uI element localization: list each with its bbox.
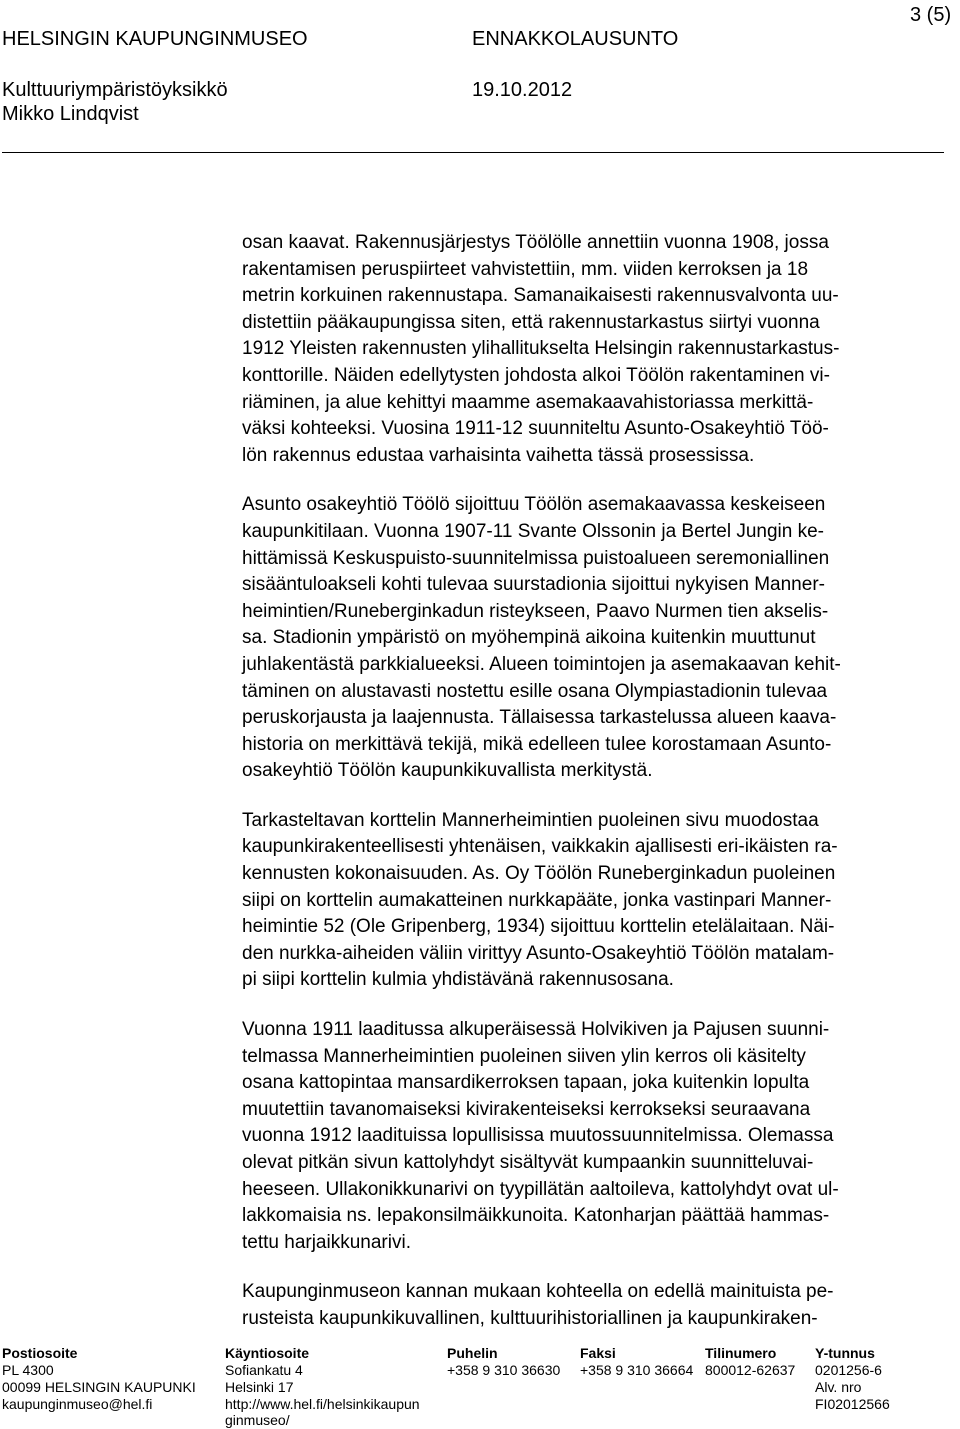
paragraph-2 xyxy=(242,492,942,785)
paragraph-3 xyxy=(242,808,942,994)
footer-ytunnus-label: Y-tunnus xyxy=(815,1345,875,1361)
text-line: metrin korkuinen rakennustapa. Samanaikaisesti rakennusvalvonta uu- xyxy=(242,285,839,307)
header-divider xyxy=(2,152,944,153)
text-line: väksi kohteeksi. Vuosina 1911-12 suunniteltu Asunto-Osakeyhtiö Töö- xyxy=(242,418,829,440)
text-line: distettiin pääkaupungissa siten, että rakennustarkastus siirtyi vuonna xyxy=(242,311,820,333)
text-line: siipi on korttelin aumakatteinen nurkkapääte, jonka vastinpari Manner- xyxy=(242,889,832,911)
text-line: sa. Stadionin ympäristö on myöhempinä aikoina kuitenkin muuttunut xyxy=(242,627,816,649)
text-line: heimintie 52 (Ole Gripenberg, 1934) sijoittuu korttelin etelälaitaan. Näi- xyxy=(242,916,835,938)
document-date: 19.10.2012 xyxy=(472,79,573,101)
footer-postiosoite-line: 00099 HELSINGIN KAUPUNKI xyxy=(2,1379,196,1395)
text-line: hittämissä Keskuspuisto-suunnitelmissa puistoalueen seremoniallinen xyxy=(242,547,830,569)
footer-postiosoite-line: PL 4300 xyxy=(2,1362,54,1378)
text-line: rakentamisen peruspiirteet vahvistettiin, mm. viiden kerroksen ja 18 xyxy=(242,258,809,280)
footer-faksi-label: Faksi xyxy=(580,1345,616,1361)
text-line: 1912 Yleisten rakennusten ylihallitukselta Helsingin rakennustarkastus- xyxy=(242,338,840,360)
text-line: sisääntuloakseli kohti tulevaa suurstadionia sijoittui nykyisen Manner- xyxy=(242,574,825,596)
footer-alv-label: Alv. nro xyxy=(815,1379,862,1395)
text-line: osana kattopintaa mansardikerroksen tapaan, joka kuitenkin lopulta xyxy=(242,1072,810,1094)
text-line: vuonna 1912 laadituissa lopullisissa muutossuunnitelmissa. Olemassa xyxy=(242,1125,834,1147)
text-line: täminen on alustavasti nostettu esille osana Olympiastadionin tulevaa xyxy=(242,680,828,702)
author-name: Mikko Lindqvist xyxy=(2,103,139,125)
text-line: olevat pitkän sivun kattolyhdyt sisältyvät kumpaankin suunnitteluvai- xyxy=(242,1152,814,1173)
text-line: pi siipi korttelin kulmia yhdistävänä rakennusosana. xyxy=(242,969,674,991)
footer-faksi-value: +358 9 310 36664 xyxy=(580,1362,694,1378)
footer-tilinumero-value: 800012-62637 xyxy=(705,1362,796,1378)
text-line: kennusten kokonaisuuden. As. Oy Töölön Runeberginkadun puoleinen xyxy=(242,863,836,885)
text-line: lakkomaisia ns. lepakonsilmäikkunoita. Katonharjan päättää hammas- xyxy=(242,1205,830,1227)
footer-kayntiosoite-line: Helsinki 17 xyxy=(225,1379,294,1395)
footer-kayntiosoite-label: Käyntiosoite xyxy=(225,1345,310,1361)
footer-alv-value: FI02012566 xyxy=(815,1396,890,1412)
text-line: heimintien/Runeberginkadun risteykseen, Paavo Nurmen tien akselis- xyxy=(242,600,829,622)
document-type: ENNAKKOLAUSUNTO xyxy=(472,28,679,50)
text-line: juhlakentästä parkkialueeksi. Alueen toimintojen ja asemakaavan kehit- xyxy=(242,653,841,675)
text-line: Kaupunginmuseon kannan mukaan kohteella on edellä mainituista pe- xyxy=(242,1281,834,1303)
organization-name: HELSINGIN KAUPUNGINMUSEO xyxy=(2,28,308,50)
footer-website-link-cont[interactable]: ginmuseo/ xyxy=(225,1412,290,1428)
unit-name: Kulttuuriympäristöyksikkö xyxy=(2,79,228,101)
text-line: heeseen. Ullakonikkunarivi on tyypillätän aaltoileva, kattolyhdyt ovat ul- xyxy=(242,1178,839,1200)
footer-tilinumero-label: Tilinumero xyxy=(705,1345,777,1361)
footer-ytunnus-value: 0201256-6 xyxy=(815,1362,882,1378)
text-line: Asunto osakeyhtiö Töölö sijoittuu Töölön asemakaavassa keskeiseen xyxy=(242,494,826,516)
text-line: muutettiin tavanomaiseksi kivirakenteiseksi kerrokseksi seuraavana xyxy=(242,1098,811,1120)
text-line: den nurkka-aiheiden väliin virittyy Asunto-Osakeyhtiö Töölön matalam- xyxy=(242,942,835,964)
text-line: konttorille. Näiden edellytysten johdosta alkoi Töölön rakentaminen vi- xyxy=(242,364,830,386)
footer-puhelin-value: +358 9 310 36630 xyxy=(447,1362,561,1378)
footer-website-link[interactable]: http://www.hel.fi/helsinkikaupun xyxy=(225,1396,420,1412)
page-number: 3 (5) xyxy=(910,4,952,26)
footer-postiosoite-label: Postiosoite xyxy=(2,1345,78,1361)
text-line: osan kaavat. Rakennusjärjestys Töölölle annettiin vuonna 1908, jossa xyxy=(242,232,829,253)
paragraph-5 xyxy=(242,1279,942,1332)
text-line: rusteista kaupunkikuvallinen, kulttuurihistoriallinen ja kaupunkiraken- xyxy=(242,1307,818,1329)
text-line: osakeyhtiö Töölön kaupunkikuvallista merkitystä. xyxy=(242,760,653,782)
text-line: historia on merkittävä tekijä, mikä edelleen tulee korostamaan Asunto- xyxy=(242,733,832,755)
text-line: Tarkasteltavan korttelin Mannerheimintien puoleinen sivu muodostaa xyxy=(242,809,819,831)
text-line: peruskorjausta ja laajennusta. Tällaisessa tarkastelussa alueen kaava- xyxy=(242,707,837,729)
footer-puhelin-label: Puhelin xyxy=(447,1345,498,1361)
text-line: lön rakennus edustaa varhaisinta vaihetta tässä prosessissa. xyxy=(242,444,755,466)
paragraph-1 xyxy=(242,230,942,469)
text-line: riäminen, ja alue kehittyi maamme asemakaavahistoriassa merkittä- xyxy=(242,391,814,413)
text-line: telmassa Mannerheimintien puoleinen siiven ylin kerros oli käsitelty xyxy=(242,1045,806,1067)
text-line: Vuonna 1911 laaditussa alkuperäisessä Holvikiven ja Pajusen suunni- xyxy=(242,1019,830,1041)
body-text xyxy=(242,230,942,1356)
text-line: tettu harjaikkunarivi. xyxy=(242,1231,411,1253)
paragraph-4 xyxy=(242,1017,942,1256)
footer-email[interactable]: kaupunginmuseo@hel.fi xyxy=(2,1396,153,1412)
text-line: kaupunkirakenteellisesti yhtenäisen, vaikkakin ajallisesti eri-ikäisten ra- xyxy=(242,836,838,858)
text-line: kaupunkitilaan. Vuonna 1907-11 Svante Olssonin ja Bertel Jungin ke- xyxy=(242,520,824,542)
footer-kayntiosoite-line: Sofiankatu 4 xyxy=(225,1362,303,1378)
